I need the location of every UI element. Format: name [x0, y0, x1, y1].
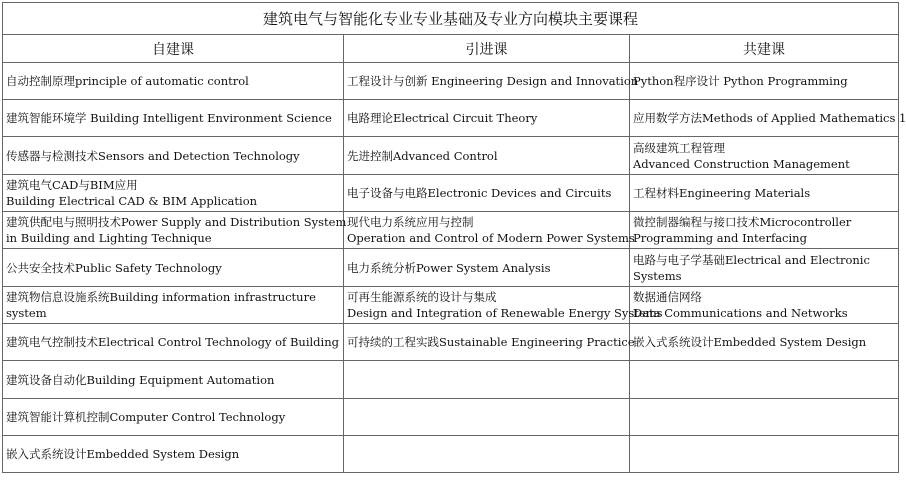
course-name-line: 微控制器编程与接口技术Microcontroller — [633, 215, 852, 229]
cell-imported — [344, 100, 630, 137]
cell-self-built — [3, 287, 344, 324]
cell-joint — [630, 175, 899, 212]
course-name-line: 建筑设备自动化Building Equipment Automation — [6, 372, 275, 387]
cell-joint — [630, 249, 899, 287]
course-name-line: 现代电力系统应用与控制 — [347, 215, 474, 229]
table-row — [3, 137, 899, 175]
cell-self-built — [3, 175, 344, 212]
course-name-line: 电路理论Electrical Circuit Theory — [347, 111, 538, 125]
course-name-line: 嵌入式系统设计Embedded System Design — [6, 447, 240, 461]
course-name-line: 数据通信网络 — [633, 290, 702, 304]
course-name-line: Advanced Construction Management — [633, 156, 850, 171]
course-name-line: Programming and Interfacing — [633, 231, 807, 245]
cell-joint — [630, 100, 906, 137]
course-name-line: 公共安全技术Public Safety Technology — [6, 260, 222, 275]
course-name-line: system — [6, 306, 47, 320]
course-name-line: 传感器与检测技术Sensors and Detection Technology — [6, 148, 300, 163]
course-name-line: 先进控制Advanced Control — [347, 148, 498, 163]
course-table — [2, 2, 906, 473]
course-name-line: Python程序设计 Python Programming — [633, 74, 848, 88]
cell-imported — [344, 175, 630, 212]
cell-imported — [344, 249, 630, 287]
table-row — [3, 361, 899, 399]
column-header-imported: 引进课 — [344, 35, 630, 63]
table-row — [3, 436, 899, 473]
course-name-line: Data Communications and Networks — [633, 306, 848, 320]
table-row — [3, 100, 899, 137]
cell-self-built — [3, 436, 344, 473]
course-name-line: 建筑电气CAD与BIM应用 — [6, 178, 138, 192]
table-row — [3, 249, 899, 287]
table-row — [3, 324, 899, 361]
cell-joint — [630, 399, 899, 436]
table-row — [3, 175, 899, 212]
cell-joint — [630, 436, 899, 473]
cell-imported — [344, 361, 630, 399]
cell-imported — [344, 137, 630, 175]
column-header-self-built: 自建课 — [3, 35, 344, 63]
cell-imported — [344, 63, 639, 100]
course-name-line: 建筑电气控制技术Electrical Control Technology of Building — [6, 335, 339, 349]
cell-imported — [344, 287, 663, 324]
course-name-line: 建筑智能计算机控制Computer Control Technology — [6, 410, 286, 424]
cell-self-built — [3, 249, 344, 287]
cell-joint — [630, 137, 899, 175]
course-name-line: 应用数学方法Methods of Applied Mathematics 1 — [633, 111, 906, 125]
course-name-line: 工程材料Engineering Materials — [633, 186, 811, 200]
course-name-line: Operation and Control of Modern Power Systems — [347, 231, 635, 245]
course-name-line: Systems — [633, 268, 682, 283]
cell-self-built — [3, 399, 344, 436]
course-name-line: 高级建筑工程管理 — [633, 140, 725, 155]
cell-imported — [344, 212, 635, 249]
cell-joint — [630, 212, 899, 249]
cell-joint — [630, 324, 899, 361]
cell-self-built — [3, 137, 344, 175]
cell-imported — [344, 436, 630, 473]
course-name-line: 电子设备与电路Electronic Devices and Circuits — [347, 186, 612, 200]
course-name-line: 电力系统分析Power System Analysis — [347, 260, 551, 275]
course-name-line: 建筑智能环境学 Building Intelligent Environment Science — [6, 111, 332, 125]
course-name-line: in Building and Lighting Technique — [6, 231, 212, 245]
cell-self-built — [3, 324, 344, 361]
course-name-line: 可再生能源系统的设计与集成 — [347, 290, 497, 304]
table-row — [3, 287, 899, 324]
course-name-line: 可持续的工程实践Sustainable Engineering Practice — [347, 335, 635, 349]
course-name-line: 建筑物信息设施系统Building information infrastructure — [6, 290, 316, 304]
course-name-line: 电路与电子学基础Electrical and Electronic — [633, 252, 870, 267]
cell-imported — [344, 324, 635, 361]
table-row — [3, 399, 899, 436]
column-header-joint: 共建课 — [630, 35, 899, 63]
table-title: 建筑电气与智能化专业专业基础及专业方向模块主要课程 — [3, 3, 899, 35]
cell-self-built — [3, 100, 344, 137]
cell-self-built — [3, 63, 344, 100]
course-name-line: Design and Integration of Renewable Energy Systems — [347, 306, 663, 320]
course-table-body — [3, 63, 906, 473]
table-row — [3, 63, 899, 100]
course-name-line: 工程设计与创新 Engineering Design and Innovation — [347, 74, 639, 88]
course-name-line: 自动控制原理principle of automatic control — [6, 74, 249, 88]
course-name-line: 嵌入式系统设计Embedded System Design — [633, 335, 867, 349]
cell-self-built — [3, 212, 347, 249]
cell-joint — [630, 287, 899, 324]
course-table-wrapper — [2, 2, 906, 473]
course-name-line: 建筑供配电与照明技术Power Supply and Distribution System — [6, 215, 347, 229]
cell-imported — [344, 399, 630, 436]
cell-joint — [630, 63, 899, 100]
table-row — [3, 212, 899, 249]
cell-joint — [630, 361, 899, 399]
course-name-line: Building Electrical CAD & BIM Application — [6, 194, 258, 208]
cell-self-built — [3, 361, 344, 399]
